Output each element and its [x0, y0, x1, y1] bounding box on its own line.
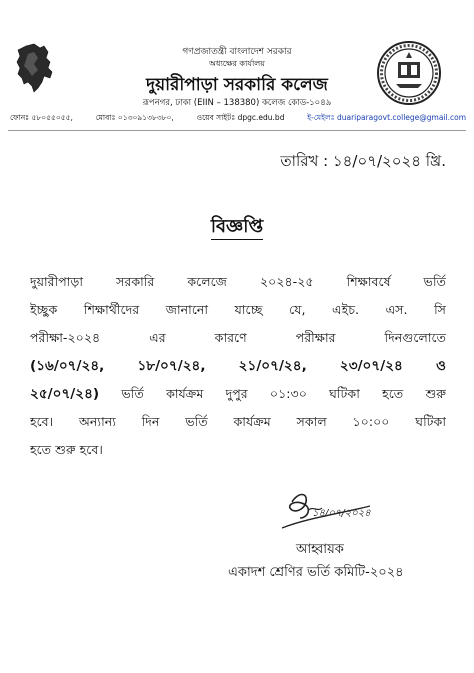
signature-date: ১৪/০৭/২০২৪: [312, 508, 371, 519]
government-line: গণপ্রজাতন্ত্রী বাংলাদেশ সরকার: [182, 47, 292, 57]
signatory-committee: একাদশ শ্রেণির ভর্তি কমিটি-২০২৪: [228, 565, 404, 580]
body-line: ইচ্ছুক শিক্ষার্থীদের জানানো যাচ্ছে যে, এইচ. এস. সি: [30, 302, 446, 317]
body-line-dates: (১৬/০৭/২৪, ১৮/০৭/২৪, ২১/০৭/২৪, ২৩/০৭/২৪ ও: [30, 358, 446, 374]
body-line-date-bold: ২৫/০৭/২৪): [30, 386, 100, 402]
website-text: ওয়েব সাইটঃ dpgc.edu.bd: [196, 113, 285, 122]
office-line: অধ্যক্ষের কার্যালয়: [209, 59, 265, 68]
header-divider: [8, 130, 466, 131]
body-line: হবে। অন্যান্য দিন ভর্তি কার্যক্রম সকাল ১০:০০ ঘটিকা: [30, 414, 446, 429]
body-line: দুয়ারীপাড়া সরকারি কলেজে ২০২৪-২৫ শিক্ষাবর্ষে ভর্তি: [30, 274, 446, 289]
body-line: পরীক্ষা-২০২৪ এর কারণে পরীক্ষার দিনগুলোতে: [30, 330, 446, 345]
body-line: হতে শুরু হবে।: [30, 442, 103, 457]
letterhead: [0, 38, 474, 128]
college-name: দুয়ারীপাড়া সরকারি কলেজ: [146, 75, 328, 95]
address-line: রূপনগর, ঢাকা (EIIN – 138380) কলেজ কোড-১০৪৯: [142, 98, 332, 108]
handwritten-signature: [278, 488, 378, 532]
phone-text: ফোনঃ ৫৮০৫৫০৫৫,: [10, 113, 73, 122]
notice-body: [30, 268, 446, 464]
signatory-role: আহ্বায়ক: [296, 542, 344, 557]
notice-date: তারিখ : ১৪/০৭/২০২৪ খ্রি.: [280, 152, 446, 170]
body-line: [30, 380, 446, 408]
mobile-text: মোবাঃ ০১৩০৯১৩৮৩৮০,: [95, 113, 174, 122]
college-seal-icon: [376, 40, 442, 106]
email-text: ই-মেইলঃ duariparagovt.college@gmail.com: [307, 113, 466, 122]
body-line-rest: ভর্তি কার্যক্রম দুপুর ০১:৩০ ঘটিকা হতে শুরু: [99, 386, 446, 401]
notice-title-text: বিজ্ঞপ্তি: [211, 216, 263, 240]
contact-line: [10, 113, 466, 125]
notice-title: [0, 212, 474, 243]
